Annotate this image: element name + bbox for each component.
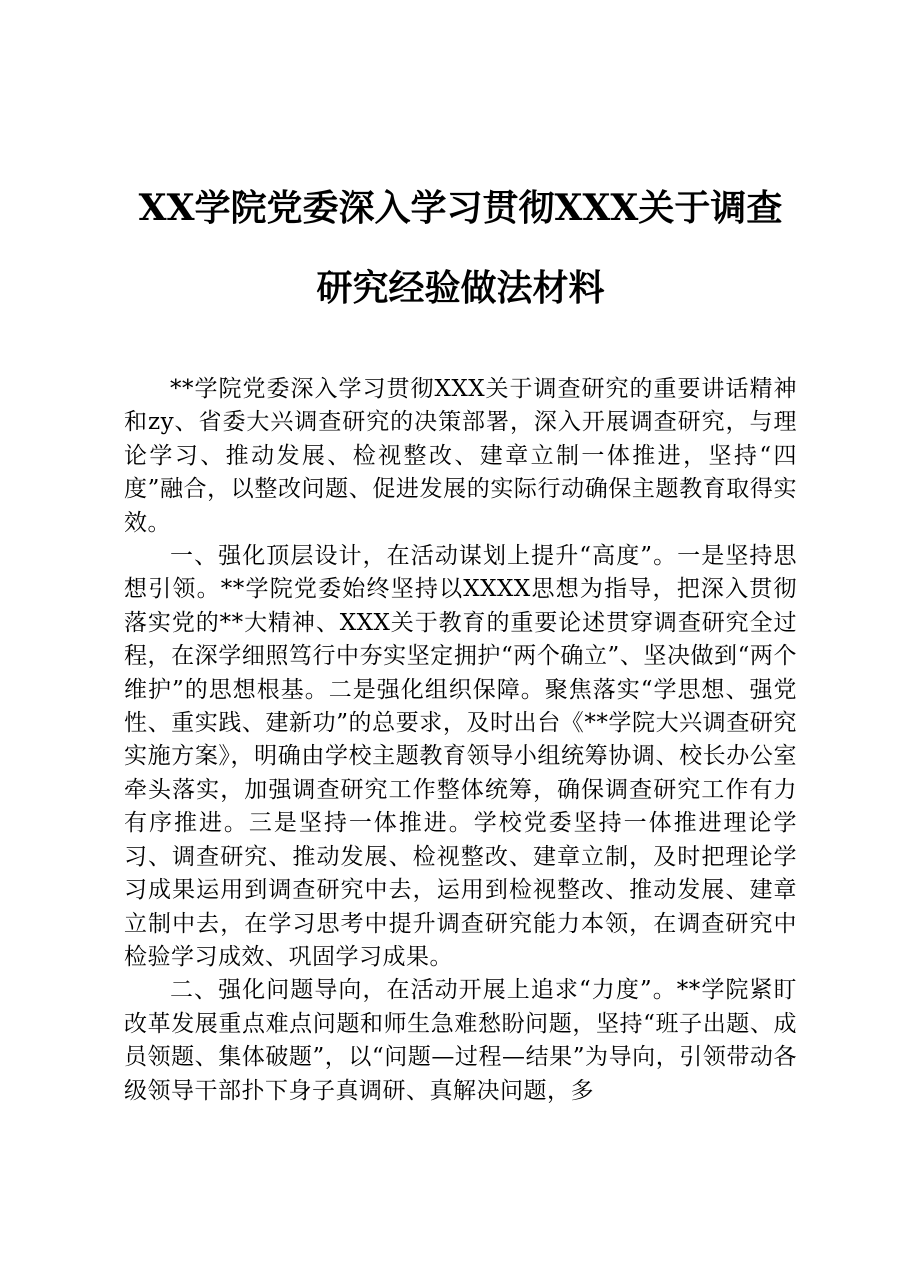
paragraph-section-one: 一、强化顶层设计，在活动谋划上提升“高度”。一是坚持思想引领。**学院党委始终坚持以XXXX思想为指导，把深入贯彻落实党的**大精神、XXX关于教育的重要论述贯穿调查研究全过程，在深学细照笃行中夯实坚定拥护“两个确立”、坚决做到“两个维护”的思想根基。二是强化组织保障。聚焦落实“学思想、强党性、重实践、建新功”的总要求，及时出台《**学院大兴调查研究实施方案》，明确由学校主题教育领导小组统筹协调、校长办公室牵头落实，加强调查研究工作整体统筹，确保调查研究工作有力有序推进。三是坚持一体推进。学校党委坚持一体推进理论学习、调查研究、推动发展、检视整改、建章立制，及时把理论学习成果运用到调查研究中去，运用到检视整改、推动发展、建章立制中去，在学习思考中提升调查研究能力本领，在调查研究中检验学习成效、巩固学习成果。 — [124, 543, 797, 970]
paragraph-section-two: 二、强化问题导向，在活动开展上追求“力度”。**学院紧盯改革发展重点难点问题和师生急难愁盼问题，坚持“班子出题、成员领题、集体破题”，以“问题—过程—结果”为导向，引领带动各级领导干部扑下身子真调研、真解决问题，多 — [124, 977, 797, 1104]
paragraph-intro: **学院党委深入学习贯彻XXX关于调查研究的重要讲话精神和zy、省委大兴调查研究的决策部署，深入开展调查研究，与理论学习、推动发展、检视整改、建章立制一体推进，坚持“四度”融合，以整改问题、促进发展的实际行动确保主题教育取得实效。 — [124, 376, 797, 536]
document-title: XX学院党委深入学习贯彻XXX关于调查研究经验做法材料 — [138, 187, 783, 309]
